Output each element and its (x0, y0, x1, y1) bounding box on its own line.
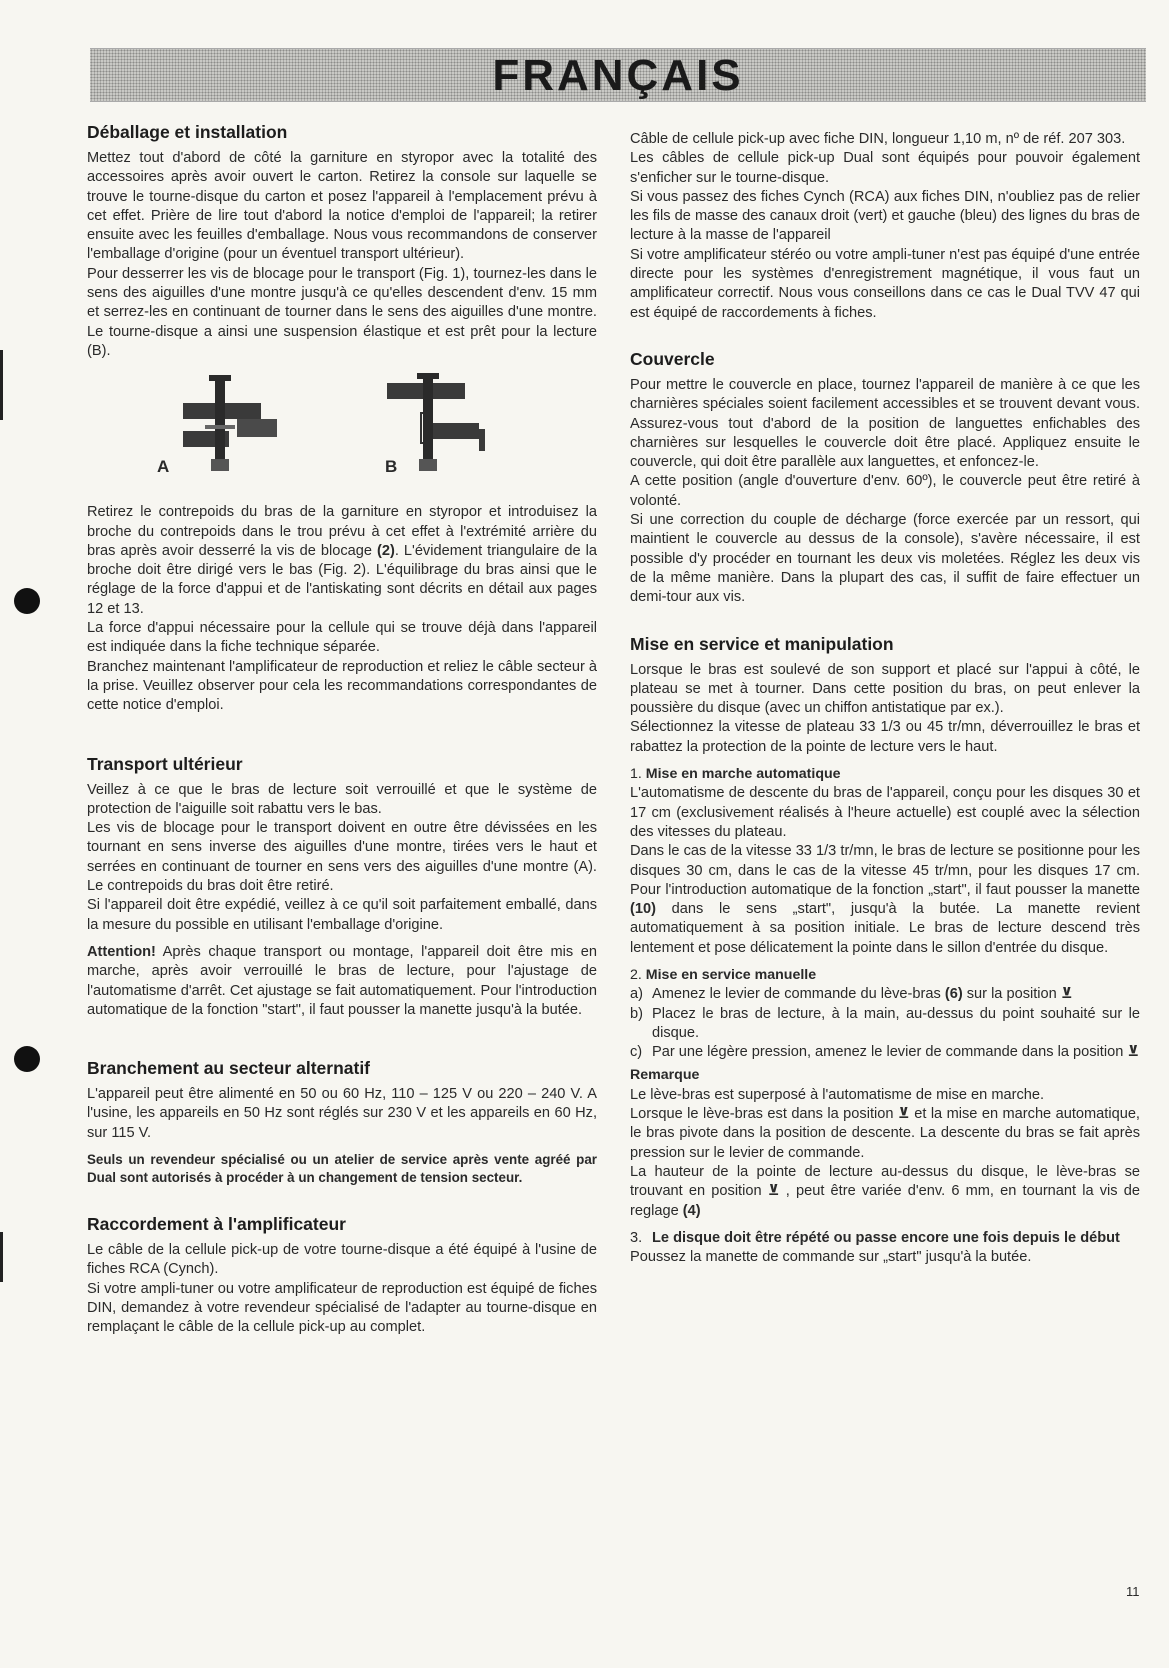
paragraph: Si l'appareil doit être expédié, veillez à ce qu'il soit parfaitement emballé, dans la mesure du possible en utilisant l'emballage d'origine. (87, 897, 597, 933)
left-column (87, 122, 597, 1337)
paragraph: Si une correction du couple de décharge (force exercée par un ressort, qui maintient le couvercle au dessus de la console), s'avère nécessaire, il est possible d'y procéder en tournant les deux vis moletées. Réglez les deux vis de la même manière. Dans la plupart des cas, il suffit de faire effectuer un demi-tour aux vis. (630, 512, 1140, 606)
paragraph: Veillez à ce que le bras de lecture soit verrouillé et que le système de protection de l'aiguille soit rabattu vers le bas. (87, 781, 597, 817)
section-title-amplifier: Raccordement à l'amplificateur (87, 1213, 346, 1234)
paragraph: Lorsque le bras est soulevé de son support et placé sur l'appui à côté, le plateau se met à tourner. Dans cette position du bras, on peut enlever la poussière du disque (avec un chiffon antistatique par ex.). (630, 661, 1140, 717)
paragraph: Mettez tout d'abord de côté la garniture en styropor avec la totalité des accessoires après avoir ouvert le carton. Retirez la console sur laquelle se trouve le tourne-disque du carton et posez l'appareil à l'emplacement prévu à cet effet. Prière de lire tout d'abord la notice d'emploi de l'appareil; la retirer ensuite avec les feuilles d'emballage. Nous vous recommandons de conserver l'emballage d'origine (pour un éventuel transport ultérieur). (87, 150, 597, 263)
subsection-title-automatic: 1. Mise en marche automatique (630, 766, 841, 783)
paragraph: Si votre ampli-tuner ou votre amplificateur de reproduction est équipé de fiches DIN, demandez à votre revendeur spécialisé de l'adapter au tourne-disque en remplaçant le câble de la cellule pick-up au complet. (87, 1280, 597, 1336)
paragraph: Le lève-bras est superposé à l'automatisme de mise en marche. (630, 1086, 1045, 1103)
margin-edge-mark (0, 350, 3, 420)
voltage-warning: Seuls un revendeur spécialisé ou un atelier de service après vente agréé par Dual sont autorisés à procéder à un changement de tension secteur. (87, 1151, 597, 1186)
section-title-operation: Mise en service et manipulation (630, 633, 894, 654)
page-number: 11 (1126, 1584, 1140, 1599)
figure-a-drawing (183, 375, 277, 471)
lift-lowered-symbol: ⊻ (897, 1106, 910, 1123)
section-title-cover: Couvercle (630, 348, 715, 369)
title-banner (90, 48, 1146, 102)
paragraph: L'automatisme de descente du bras de l'appareil, conçu pour les disques 30 et 17 cm (exclusivement réalisés à l'heure actuelle) est couplé avec la sélection des vitesses du plateau. (630, 785, 1140, 840)
right-column (630, 130, 1140, 1267)
subsection-title-manual: 2. Mise en service manuelle (630, 966, 817, 983)
paragraph: Les câbles de cellule pick-up Dual sont équipés pour pouvoir également s'enficher sur le tourne-disque. (630, 150, 1140, 186)
paragraph: Branchez maintenant l'amplificateur de reproduction et reliez le câble secteur à la prise. Veuillez observer pour cela les recommandations correspondantes de cette notice d'emploi. (87, 658, 597, 714)
paragraph: Pour desserrer les vis de blocage pour le transport (Fig. 1), tournez-les dans le sens des aiguilles d'une montre jusqu'à ce qu'elles descendent d'env. 15 mm et serrez-les en continuant de tourner dans le sens des aiguilles d'une montre. Le tourne-disque a ainsi une suspension élastique et est prêt pour la lecture (B). (87, 265, 597, 359)
paragraph: Poussez la manette de commande sur „start" jusqu'à la butée. (630, 1249, 1032, 1266)
paragraph: Les vis de blocage pour le transport doivent en outre être dévissées en les tournant en sens inverse des aiguilles d'une montre, tirées vers le haut et serrées en continuant de tourner en sens vers des aiguilles d'une montre (A). Le contrepoids du bras doit être retiré. (87, 820, 597, 895)
paragraph: Attention! Après chaque transport ou montage, l'appareil doit être mis en marche, après avoir verrouillé le bras de lecture, pour l'ajustage de l'automatisme d'arrêt. Cet ajustage se fait automatiquement. Pour l'introduction automatique de la fonction "start", il faut pousser la manette jusqu'à la butée. (87, 943, 597, 1018)
paragraph: L'appareil peut être alimenté en 50 ou 60 Hz, 110 – 125 V ou 220 – 240 V. A l'usine, les appareils en 50 Hz sont réglés sur 230 V et les appareils en 60 Hz, sur 115 V. (87, 1086, 597, 1141)
lift-lowered-symbol: ⊻ (1127, 1044, 1140, 1061)
paragraph: Câble de cellule pick-up avec fiche DIN, longueur 1,10 m, nº de réf. 207 303. (630, 131, 1126, 147)
paragraph: Retirez le contrepoids du bras de la garniture en styropor et introduisez la broche du contrepoids dans le trou prévu à cet effet à l'extrémité arrière du bras après avoir desserré la vis de blocage (2). L'évidement triangulaire de la broche doit être dirigé vers le bas (Fig. 2). L'équilibrage du bras ainsi que le réglage de la force d'appui et de l'antiskating sont décrits en détail aux pages 12 et 13. (87, 504, 597, 617)
section-title-mains: Branchement au secteur alternatif (87, 1058, 371, 1079)
transport-screw-figure (87, 373, 597, 493)
figure-b-drawing (387, 373, 485, 471)
paragraph: Sélectionnez la vitesse de plateau 33 1/3 ou 45 tr/mn, déverrouillez le bras et rabattez la protection de la pointe de lecture vers le haut. (630, 719, 1140, 755)
lift-lowered-symbol: ⊻ (767, 1183, 780, 1200)
paragraph: Le câble de la cellule pick-up de votre tourne-disque a été équipé à l'usine de fiches RCA (Cynch). (87, 1241, 597, 1278)
list-item: c) Par une légère pression, amenez le levier de commande dans la position ⊻ (630, 1044, 1140, 1061)
paragraph: Si vous passez des fiches Cynch (RCA) aux fiches DIN, n'oubliez pas de relier les fils de masse des canaux droit (vert) et gauche (bleu) des lignes du bras de lecture à la masse de l'appareil (630, 188, 1140, 244)
paragraph: Pour mettre le couvercle en place, tournez l'appareil de manière à ce que les charnières spéciales soient facilement accessibles et se trouvent devant vous. Assurez-vous tout d'abord de la position de languettes enfichables des charnières sur lesquelles le couvercle doit être placé. Appliquez ensuite le couvercle, qui doit être parallèle aux languettes, et enfoncez-le. (630, 376, 1140, 471)
paragraph: Dans le cas de la vitesse 33 1/3 tr/mn, le bras de lecture se positionne pour les disques 30 cm, dans le cas de la vitesse 45 tr/mn, pour les disques 17 cm. Pour l'introduction automatique de la fonction „start", il faut pousser la manette (10) dans le sens „start", jusqu'à la butée. La manette revient automatiquement à sa position initiale. Le bras de lecture descend très lentement et pose délicatement la pointe dans le sillon d'entrée du disque. (630, 843, 1140, 956)
margin-hole-bottom (14, 1046, 40, 1072)
lift-lowered-symbol: ⊻ (1060, 986, 1073, 1003)
margin-edge-mark (0, 1232, 3, 1282)
paragraph: A cette position (angle d'ouverture d'env. 60º), le couvercle peut être retiré à volonté. (630, 473, 1140, 509)
section-title-transport: Transport ultérieur (87, 753, 243, 774)
page-title: FRANÇAIS (492, 51, 744, 100)
paragraph: La hauteur de la pointe de lecture au-dessus du disque, le lève-bras se trouvant en position ⊻ , peut être variée d'env. 6 mm, en tournant la vis de reglage (4) (630, 1163, 1140, 1219)
paragraph: Si votre amplificateur stéréo ou votre ampli-tuner n'est pas équipé d'une entrée directe pour les systèmes d'enregistrement magnétique, il vous faut un amplificateur correctif. Nous vous conseillons dans ce cas le Dual TVV 47 qui est équipé de raccordements à fiches. (630, 246, 1140, 321)
remark-title: Remarque (630, 1067, 700, 1084)
paragraph: La force d'appui nécessaire pour la cellule qui se trouve déjà dans l'appareil est indiquée dans la fiche technique séparée. (87, 620, 597, 656)
list-item: b) Placez le bras de lecture, à la main, au-dessus du point souhaité sur le disque. (630, 1005, 1140, 1041)
figure-label-b: B (385, 457, 398, 477)
subsection-title-repeat: 3. Le disque doit être répété ou passe encore une fois depuis le début (630, 1229, 1120, 1246)
margin-hole-top (14, 588, 40, 614)
section-title-unpacking: Déballage et installation (87, 122, 288, 142)
figure-label-a: A (157, 457, 170, 477)
paragraph: Lorsque le lève-bras est dans la position ⊻ et la mise en marche automatique, le bras pivote dans la position de descente. La descente du bras se fait après pression sur le levier de commande. (630, 1106, 1140, 1161)
list-item: a) Amenez le levier de commande du lève-bras (6) sur la position ⊻ (630, 986, 1073, 1003)
